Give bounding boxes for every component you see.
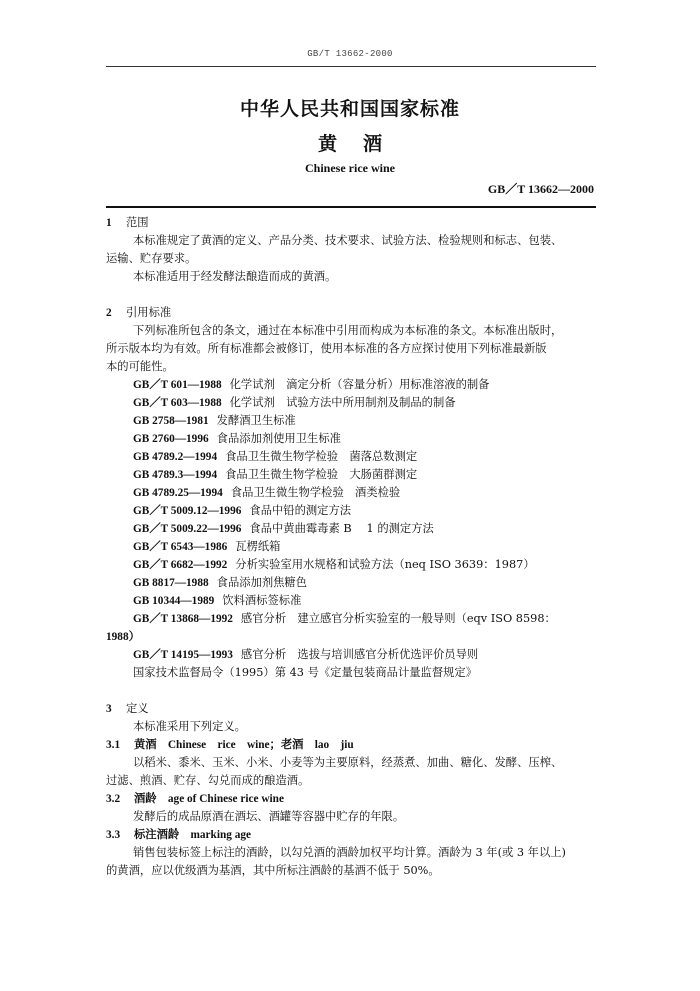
clause-number: 3.1 xyxy=(106,739,121,751)
reference-title: 食品卫生微生物学检验 酒类检验 xyxy=(230,486,401,499)
section-1-heading xyxy=(106,214,596,232)
reference-code: GB 2758—1981 xyxy=(133,415,209,427)
definition-text: 以稻米、黍米、玉米、小米、小麦等为主要原料，经蒸煮、加曲、糖化、发酵、压榨、 xyxy=(133,756,563,769)
reference-item xyxy=(106,502,596,520)
reference-title: 食品添加剂焦糖色 xyxy=(216,576,308,589)
document-body xyxy=(106,214,596,880)
definition-text: 发酵后的成品原酒在酒坛、酒罐等容器中贮存的年限。 xyxy=(133,810,405,823)
reference-item xyxy=(106,448,596,466)
section-title: 引用标准 xyxy=(126,306,172,319)
reference-item xyxy=(106,394,596,412)
section-number: 2 xyxy=(106,307,112,319)
reference-title: 食品中黄曲霉毒素 B 1 的测定方法 xyxy=(249,522,434,535)
reference-code: GB 4789.3—1994 xyxy=(133,469,218,481)
clause-number: 3.2 xyxy=(106,793,121,805)
definition-text-cont: 的黄酒，应以优级酒为基酒，其中所标注酒龄的基酒不低于 50%。 xyxy=(106,864,440,877)
section-title: 定义 xyxy=(126,702,149,715)
reference-code: GB／T 603—1988 xyxy=(133,397,222,409)
reference-code: GB／T 5009.12—1996 xyxy=(133,505,242,517)
reference-item xyxy=(106,520,596,538)
reference-title: 化学试剂 试验方法中所用制剂及制品的制备 xyxy=(229,396,456,409)
references-intro-cont: 本的可能性。 xyxy=(106,360,174,373)
reference-item xyxy=(106,574,596,592)
reference-title: 饮料酒标签标准 xyxy=(222,594,302,607)
decree-reference: 国家技术监督局令（1995）第 43 号《定量包装商品计量监督规定》 xyxy=(133,666,478,679)
reference-code: GB／T 13868—1992 xyxy=(133,613,233,625)
document-subtitle: 黄酒 xyxy=(317,133,408,155)
reference-title: 发酵酒卫生标准 xyxy=(216,414,296,427)
definition-term: 酒龄 age of Chinese rice wine xyxy=(134,793,284,805)
definition-text: 销售包装标签上标注的酒龄，以勾兑酒的酒龄加权平均计算。酒龄为 3 年(或 3 年以上) xyxy=(133,846,566,859)
section-number: 1 xyxy=(106,217,112,229)
reference-code: GB／T 5009.22—1996 xyxy=(133,523,242,535)
references-intro: 下列标准所包含的条文，通过在本标准中引用而构成为本标准的条文。本标准出版时， xyxy=(133,324,563,337)
scope-paragraph-1-cont: 运输、贮存要求。 xyxy=(106,252,197,265)
document-title: 中华人民共和国国家标准 xyxy=(239,98,460,120)
definition-text-cont: 过滤、煎酒、贮存、勾兑而成的酿造酒。 xyxy=(106,774,310,787)
reference-code: GB／T 6682—1992 xyxy=(133,559,228,571)
clause-number: 3.3 xyxy=(106,829,121,841)
section-title: 范围 xyxy=(126,216,149,229)
definitions-intro: 本标准采用下列定义。 xyxy=(133,720,246,733)
reference-title: 感官分析 建立感官分析实验室的一般导则（eqv ISO 8598： xyxy=(240,612,556,625)
reference-code: GB 2760—1996 xyxy=(133,433,209,445)
reference-item xyxy=(106,592,596,610)
scope-paragraph-1: 本标准规定了黄酒的定义、产品分类、技术要求、试验方法、检验规则和标志、包装、 xyxy=(133,234,563,247)
reference-item xyxy=(106,430,596,448)
reference-item xyxy=(106,610,596,628)
reference-item xyxy=(106,484,596,502)
reference-item xyxy=(106,376,596,394)
definition-term: 标注酒龄 marking age xyxy=(134,829,252,841)
section-3-heading xyxy=(106,700,596,718)
definition-term: 黄酒 Chinese rice wine；老酒 lao jiu xyxy=(134,739,354,751)
reference-title: 食品卫生微生物学检验 菌落总数测定 xyxy=(225,450,418,463)
header-rule xyxy=(106,66,596,67)
reference-item xyxy=(106,466,596,484)
section-2-heading xyxy=(106,304,596,322)
reference-item xyxy=(106,646,596,664)
references-intro-cont: 所示版本均为有效。所有标准都会被修订，使用本标准的各方应探讨使用下列标准最新版 xyxy=(106,342,547,355)
reference-title: 食品卫生微生物学检验 大肠菌群测定 xyxy=(225,468,418,481)
reference-code: GB 8817—1988 xyxy=(133,577,209,589)
reference-code: GB／T 6543—1986 xyxy=(133,541,228,553)
reference-code: GB 4789.2—1994 xyxy=(133,451,218,463)
reference-title: 食品中铅的测定方法 xyxy=(249,504,352,517)
running-header-code: GB/T 13662-2000 xyxy=(307,49,393,59)
reference-code: GB 10344—1989 xyxy=(133,595,215,607)
definition-3-2-heading xyxy=(106,790,596,808)
reference-title: 食品添加剂使用卫生标准 xyxy=(216,432,341,445)
reference-item xyxy=(106,538,596,556)
scope-paragraph-2: 本标准适用于经发酵法酿造而成的黄酒。 xyxy=(133,270,337,283)
reference-code: GB／T 601—1988 xyxy=(133,379,222,391)
title-rule xyxy=(106,206,596,208)
definition-3-3-heading xyxy=(106,826,596,844)
reference-title-wrap: 1988） xyxy=(106,631,140,643)
reference-code: GB／T 14195—1993 xyxy=(133,649,233,661)
section-number: 3 xyxy=(106,703,112,715)
reference-code: GB 4789.25—1994 xyxy=(133,487,223,499)
english-title: Chinese rice wine xyxy=(305,161,395,175)
reference-title: 分析实验室用水规格和试验方法（neq ISO 3639：1987） xyxy=(235,558,535,571)
reference-item xyxy=(106,412,596,430)
reference-title: 瓦楞纸箱 xyxy=(235,540,281,553)
reference-item xyxy=(106,556,596,574)
definition-3-1-heading xyxy=(106,736,596,754)
reference-title: 化学试剂 滴定分析（容量分析）用标准溶液的制备 xyxy=(229,378,490,391)
reference-title: 感官分析 选拔与培训感官分析优选评价员导则 xyxy=(240,648,479,661)
standard-number: GB／T 13662—2000 xyxy=(487,182,594,196)
